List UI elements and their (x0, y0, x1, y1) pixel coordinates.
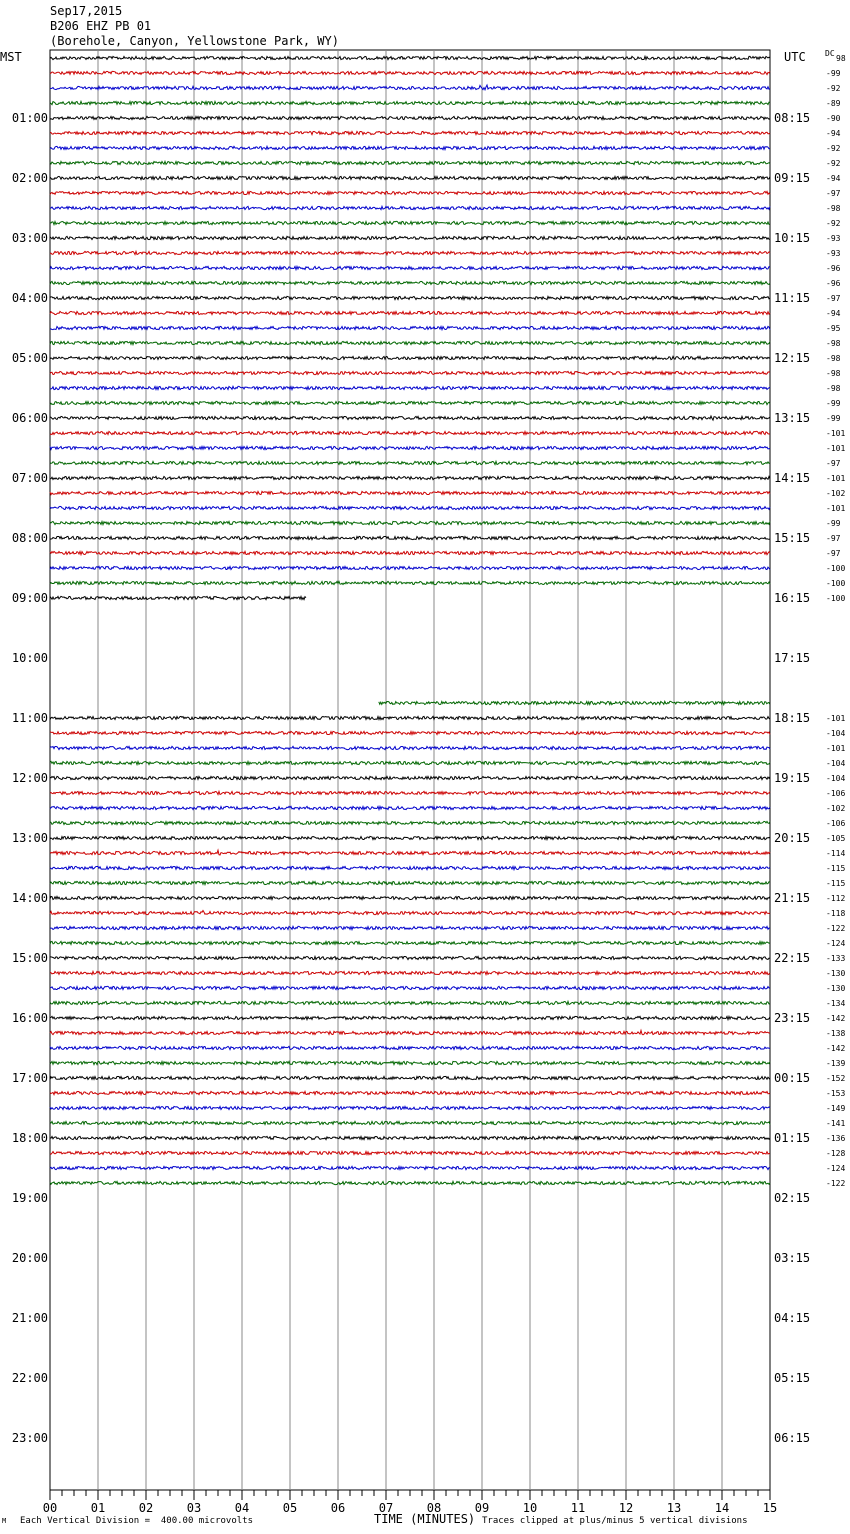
dc-offset-label: -93 (826, 234, 841, 243)
right-timezone-label: UTC (784, 50, 806, 64)
seismic-trace (50, 1061, 770, 1064)
right-hour-label: 18:15 (774, 711, 811, 725)
right-hour-label: 14:15 (774, 471, 811, 485)
dc-offset-label: -105 (826, 834, 846, 843)
left-hour-label: 13:00 (11, 831, 48, 845)
dc-offset-label: -92 (826, 219, 841, 228)
right-hour-label: 23:15 (774, 1011, 811, 1025)
left-hour-label: 07:00 (11, 471, 48, 485)
left-hour-label: 22:00 (11, 1371, 48, 1385)
x-tick-label: 04 (234, 1501, 250, 1515)
seismic-trace (50, 716, 770, 719)
right-hour-label: 15:15 (774, 531, 811, 545)
dc-offset-label: -128 (826, 1149, 846, 1158)
right-hour-label: 08:15 (774, 111, 811, 125)
seismic-trace (50, 326, 770, 329)
dc-offset-label: -101 (826, 744, 846, 753)
left-hour-label: 12:00 (11, 771, 48, 785)
dc-offset-label: -92 (826, 144, 841, 153)
dc-offset-label: -95 (826, 324, 841, 333)
dc-offset-label: -104 (826, 774, 846, 783)
dc-offset-label: -112 (826, 894, 846, 903)
seismic-trace (50, 56, 770, 59)
dc-offset-label: -97 (826, 459, 841, 468)
seismic-trace (50, 191, 770, 194)
dc-offset-label: -104 (826, 729, 846, 738)
left-hour-label: 16:00 (11, 1011, 48, 1025)
dc-offset-label: -153 (826, 1089, 846, 1098)
dc-offset-label: -96 (826, 264, 841, 273)
seismic-trace (50, 251, 770, 254)
seismic-trace (50, 491, 770, 494)
x-tick-label: 00 (42, 1501, 58, 1515)
x-axis-title: TIME (MINUTES) (374, 1512, 476, 1526)
left-hour-label: 14:00 (11, 891, 48, 905)
x-tick-label: 01 (90, 1501, 106, 1515)
dc-offset-label: -94 (826, 174, 841, 183)
dc-offset-label: -99 (826, 519, 841, 528)
seismic-trace (50, 416, 770, 420)
left-hour-label: 21:00 (11, 1311, 48, 1325)
dc-offset-label: -92 (826, 159, 841, 168)
left-hour-label: 01:00 (11, 111, 48, 125)
seismic-trace (50, 866, 770, 869)
right-hour-label: 12:15 (774, 351, 811, 365)
seismic-trace (50, 911, 770, 915)
dc-offset-label: -99 (826, 414, 841, 423)
plot-frame (50, 50, 770, 1490)
seismic-trace (50, 1030, 770, 1034)
seismic-trace (50, 596, 306, 599)
dc-offset-label: -152 (826, 1074, 846, 1083)
dc-offset-label: -122 (826, 924, 846, 933)
dc-offset-label: -141 (826, 1119, 846, 1128)
dc-offset-label: -99 (826, 399, 841, 408)
x-tick-label: 10 (522, 1501, 538, 1515)
dc-offset-label: -98 (826, 339, 841, 348)
right-hour-label: 17:15 (774, 651, 811, 665)
dc-offset-label: -101 (826, 429, 846, 438)
dc-offset-label: -100 (826, 564, 846, 573)
dc-offset-label: -96 (826, 279, 841, 288)
seismic-trace (50, 446, 770, 449)
dc-offset-label: -115 (826, 879, 846, 888)
dc-offset-label: -100 (826, 594, 846, 603)
seismic-trace (50, 791, 770, 794)
seismic-trace (50, 941, 770, 944)
seismic-trace (50, 146, 770, 149)
seismic-trace (50, 821, 770, 824)
seismic-trace (50, 221, 770, 224)
seismic-trace (50, 401, 770, 404)
seismic-trace (50, 1076, 770, 1079)
seismic-trace (379, 701, 770, 704)
right-hour-label: 19:15 (774, 771, 811, 785)
left-hour-label: 17:00 (11, 1071, 48, 1085)
dc-offset-label: -106 (826, 789, 846, 798)
seismic-trace (50, 506, 770, 509)
seismic-trace (50, 386, 770, 389)
right-hour-label: 20:15 (774, 831, 811, 845)
dc-offset-label: -97 (826, 549, 841, 558)
seismic-trace (50, 266, 770, 269)
left-hour-label: 02:00 (11, 171, 48, 185)
x-tick-label: 14 (714, 1501, 730, 1515)
right-hour-label: 22:15 (774, 951, 811, 965)
seismic-trace (50, 161, 770, 164)
left-hour-label: 10:00 (11, 651, 48, 665)
dc-offset-label: -136 (826, 1134, 846, 1143)
right-hour-label: 06:15 (774, 1431, 811, 1445)
seismic-trace (50, 881, 770, 884)
seismic-trace (50, 206, 770, 209)
left-hour-label: 15:00 (11, 951, 48, 965)
x-tick-label: 12 (618, 1501, 634, 1515)
right-hour-label: 05:15 (774, 1371, 811, 1385)
seismic-trace (50, 1121, 770, 1124)
seismic-trace (50, 521, 770, 524)
dc-label: DC (825, 49, 835, 58)
seismic-trace (50, 1181, 770, 1184)
seismic-trace (50, 551, 770, 554)
seismic-trace (50, 131, 770, 134)
x-tick-label: 07 (378, 1501, 394, 1515)
dc-top-value: 98 (836, 54, 846, 63)
seismic-trace (50, 176, 770, 179)
dc-offset-label: -138 (826, 1029, 846, 1038)
seismic-trace (50, 1091, 770, 1094)
left-timezone-label: MST (0, 50, 22, 64)
footer-scale: Each Vertical Division = 400.00 microvolts (20, 1516, 253, 1526)
dc-offset-label: -97 (826, 294, 841, 303)
seismic-trace (50, 776, 770, 779)
seismic-trace (50, 101, 770, 104)
x-tick-label: 05 (282, 1501, 298, 1515)
seismic-trace (50, 806, 770, 809)
dc-offset-label: -115 (826, 864, 846, 873)
right-hour-label: 03:15 (774, 1251, 811, 1265)
dc-offset-label: -94 (826, 129, 841, 138)
left-hour-label: 04:00 (11, 291, 48, 305)
dc-offset-label: -90 (826, 114, 841, 123)
left-hour-label: 18:00 (11, 1131, 48, 1145)
dc-offset-label: -134 (826, 999, 846, 1008)
dc-offset-label: -92 (826, 84, 841, 93)
x-tick-label: 11 (570, 1501, 586, 1515)
seismic-trace (50, 281, 770, 284)
dc-offset-label: -130 (826, 969, 846, 978)
right-hour-label: 10:15 (774, 231, 811, 245)
header-location: (Borehole, Canyon, Yellowstone Park, WY) (50, 34, 339, 48)
left-hour-label: 20:00 (11, 1251, 48, 1265)
seismic-trace (50, 761, 770, 764)
dc-offset-label: -124 (826, 939, 846, 948)
seismic-trace (50, 731, 770, 734)
seismic-trace (50, 371, 770, 374)
right-hour-label: 04:15 (774, 1311, 811, 1325)
left-hour-label: 19:00 (11, 1191, 48, 1205)
dc-offset-label: -102 (826, 804, 846, 813)
seismic-trace (50, 1016, 770, 1019)
dc-offset-label: -101 (826, 444, 846, 453)
dc-offset-label: -102 (826, 489, 846, 498)
dc-offset-label: -97 (826, 534, 841, 543)
seismic-trace (50, 746, 770, 749)
seismic-trace (50, 1166, 770, 1169)
dc-offset-label: -101 (826, 474, 846, 483)
seismic-trace (50, 896, 770, 899)
x-tick-label: 08 (426, 1501, 442, 1515)
seismic-trace (50, 926, 770, 929)
seismic-trace (50, 986, 770, 989)
x-tick-label: 03 (186, 1501, 202, 1515)
dc-offset-label: -104 (826, 759, 846, 768)
dc-offset-label: -98 (826, 204, 841, 213)
seismic-trace (50, 971, 770, 974)
right-hour-label: 13:15 (774, 411, 811, 425)
seismic-trace (50, 116, 770, 119)
seismic-trace (50, 431, 770, 434)
seismic-trace (50, 85, 770, 90)
right-hour-label: 09:15 (774, 171, 811, 185)
left-hour-label: 23:00 (11, 1431, 48, 1445)
seismic-trace (50, 850, 770, 855)
right-hour-label: 02:15 (774, 1191, 811, 1205)
right-hour-label: 16:15 (774, 591, 811, 605)
footer-mark: M (2, 1517, 7, 1525)
dc-offset-label: -142 (826, 1014, 846, 1023)
dc-offset-label: -93 (826, 249, 841, 258)
seismic-trace (50, 296, 770, 299)
header-date: Sep17,2015 (50, 4, 123, 18)
dc-offset-label: -98 (826, 384, 841, 393)
seismic-trace (50, 1046, 770, 1049)
dc-offset-label: -114 (826, 849, 846, 858)
left-hour-label: 05:00 (11, 351, 48, 365)
dc-offset-label: -89 (826, 99, 841, 108)
left-hour-label: 03:00 (11, 231, 48, 245)
left-hour-label: 11:00 (11, 711, 48, 725)
seismic-trace (50, 581, 770, 584)
left-hour-label: 08:00 (11, 531, 48, 545)
seismic-trace (50, 1136, 770, 1139)
seismic-trace (50, 1151, 770, 1154)
right-hour-label: 11:15 (774, 291, 811, 305)
dc-offset-label: -99 (826, 69, 841, 78)
dc-offset-label: -133 (826, 954, 846, 963)
seismic-trace (50, 341, 770, 344)
dc-offset-label: -94 (826, 309, 841, 318)
left-hour-label: 06:00 (11, 411, 48, 425)
dc-offset-label: -101 (826, 714, 846, 723)
dc-offset-label: -97 (826, 189, 841, 198)
seismic-trace (50, 71, 770, 74)
seismic-trace (50, 566, 770, 569)
seismic-trace (50, 476, 770, 479)
seismic-trace (50, 1106, 770, 1109)
dc-offset-label: -98 (826, 369, 841, 378)
header-station: B206 EHZ PB 01 (50, 19, 152, 33)
seismic-trace (50, 1001, 770, 1004)
dc-offset-label: -149 (826, 1104, 846, 1113)
dc-offset-label: -130 (826, 984, 846, 993)
right-hour-label: 21:15 (774, 891, 811, 905)
seismic-trace (50, 311, 770, 314)
seismic-trace (50, 836, 770, 839)
x-tick-label: 06 (330, 1501, 346, 1515)
x-tick-label: 02 (138, 1501, 154, 1515)
dc-offset-label: -139 (826, 1059, 846, 1068)
right-hour-label: 01:15 (774, 1131, 811, 1145)
dc-offset-label: -122 (826, 1179, 846, 1188)
x-tick-label: 13 (666, 1501, 682, 1515)
dc-offset-label: -101 (826, 504, 846, 513)
x-tick-label: 09 (474, 1501, 490, 1515)
seismic-trace (50, 356, 770, 359)
seismic-trace (50, 536, 770, 539)
dc-offset-label: -118 (826, 909, 846, 918)
dc-offset-label: -106 (826, 819, 846, 828)
seismic-trace (50, 956, 770, 959)
dc-offset-label: -142 (826, 1044, 846, 1053)
left-hour-label: 09:00 (11, 591, 48, 605)
seismic-trace (50, 461, 770, 464)
right-hour-label: 00:15 (774, 1071, 811, 1085)
footer-clip: Traces clipped at plus/minus 5 vertical divisions (482, 1516, 748, 1526)
seismic-trace (50, 236, 770, 239)
dc-offset-label: -100 (826, 579, 846, 588)
x-tick-label: 15 (762, 1501, 778, 1515)
dc-offset-label: -98 (826, 354, 841, 363)
dc-offset-label: -124 (826, 1164, 846, 1173)
